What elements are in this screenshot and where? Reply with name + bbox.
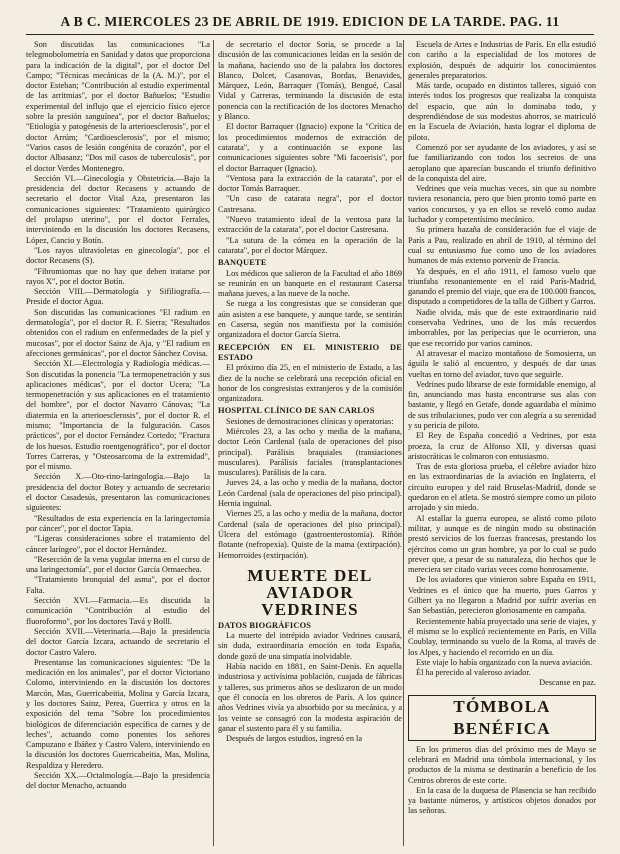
paragraph: En la casa de la duquesa de Plasencia se han recibido ya bastante números, y artísticos objetos donados por las señoras. [408, 785, 596, 816]
paragraph: "Un caso de catarata negra", por el doctor Castresana. [218, 194, 402, 214]
paragraph: "Ligeras consideraciones sobre el tratamiento del cáncer laríngeo", por el doctor Hernández. [26, 534, 210, 554]
paragraph: El doctor Barraquer (Ignacio) expone la "Crítica de los procedimientos modernos de extracción de catarata", y a continuación se expone las comunicaciones siguientes sobre "Mi facoerisis", por el doctor Barraquer (Ignacio). [218, 122, 402, 173]
paragraph: Al atravesar el macizo montañoso de Somosierra, un águila le salió al encuentro, y después de dar unas vueltas en torno del aviador, tuvo que seguirle. [408, 348, 596, 379]
paragraph: Este viaje lo había organizado con la nueva aviación. [416, 657, 593, 667]
article-title-tombola: TÓMBOLA BENÉFICA [408, 695, 596, 741]
column-3 [408, 40, 596, 846]
paragraph: "Tratamiento bronquial del asma", por el doctor Falta. [26, 575, 210, 595]
paragraph: Al estallar la guerra europea, se alistó como piloto militar, y aunque es de ningún modo su obstinación prestó servicios de los fuerzas francesas, prestando los ejércitos como un gran hombre, ya por lo cual se pudo prever que, a pesar de su naturaleza, dio hechos que le mereciera ser citado varias veces como honrosamente. [408, 513, 596, 575]
page-header: A B C. MIERCOLES 23 DE ABRIL DE 1919. EDICION DE LA TARDE. PAG. 11 [60, 14, 560, 29]
column-1 [26, 40, 210, 846]
paragraph: El próximo día 25, en el ministerio de Estado, a las diez de la noche se celebrará una recepción oficial en honor de los congresistas extranjeros y de la comisión organizadora. [218, 363, 402, 404]
column-divider [213, 40, 214, 846]
paragraph: Sección XX.—Octalmología.—Bajo la presidencia del doctor Menacho, actuando [26, 771, 210, 791]
paragraph: Después de largos estudios, ingresó en la [226, 734, 363, 744]
paragraph: de secretario el doctor Soria, se procede a la discusión de las comunicaciones leídas en la sesión de la mañana, haciendo uso de la palabra los doctores Blanco, Dolcet, Casanovas, Bordas, Benavides, Márquez, León, Barraquer (Tomás), Bengué, Casal Vidal y Carreras, terminando la discusión de esta ponencia con la rectificación de los doctores Menacho y Blanco. [218, 40, 402, 122]
paragraph: "Fibromiomas que no hay que deben tratarse por rayos X", por el doctor Botín. [26, 266, 210, 286]
paragraph: Él ha perecido al valeroso aviador. [416, 668, 531, 678]
paragraph: Sección VI.—Ginecología y Obstetricia.—Bajo la presidencia del doctor Recasens y actuando de secretario el doctor Vital Aza, presentaron las comunicaciones siguientes: "Tratamiento quirúrgico del prolapso uterino", por el doctor Ferrales, interviniendo en la discusión los doctores Recasens, López, Cancio y Botín. [26, 173, 210, 245]
article-title-vedrines: MUERTE DEL AVIADOR VEDRINES [247, 565, 373, 619]
paragraph: Son discutidas las comunicaciones "La telegmobolometría en Sanidad y datos que proporciona para la indicación de la digital", por el doctor Del Campo; "Técnicas mecánicas de la (A. M.)", por el doctor Esteban; "Contribución al estudio experimental de las arritmias", por el doctor Bañuelos; "Estudio experimental del influjo que el ejercicio físico ejerce sobre la presión sanguínea", por el doctor Bañuelos; "Etiología y patogénesis de la arterioesclerosis", por el doctor Arrúm; "Cardioesclerosis", por el mismo; "Varios casos de lesión congénita de corazón", por el doctor Albasanz; "Dos mil casos de tuberculosis", por el doctor Verdes Montenegro. [26, 40, 210, 173]
paragraph: "Los rayos ultravioletas en ginecología", por el doctor Recasens (S). [26, 245, 210, 266]
paragraph: En los primeros días del próximo mes de Mayo se celebrará en Madrid una tómbola internacional, y los productos de la misma se destinarán a beneficio de los Centros obreros de este corte. [408, 744, 596, 785]
paragraph: La muerte del intrépido aviador Vedrines causará, sin duda, extraordinaria emoción en toda España, donde gozó de una simpatía inolvidable. [218, 631, 402, 661]
paragraph: Había nacido en 1881, en Saint-Denis. En aquella industriosa y activísima población, cuajada de fábricas y talleres, sus primeros años se deslizaron de un modo que él conocía en los obreros de París. A los quince años Vedrines vivía ya absorbido por su mecánica, y a los veinte se consagró con la modesta aspiración de ganar el sustento para él y su familia. [218, 662, 402, 733]
paragraph: "Ventosa para la extracción de la catarata", por el doctor Tomás Barraquer. [218, 173, 402, 194]
paragraph: Sección XVII.—Veterinaria.—Bajo la presidencia del doctor García Izcara, actuando de secretario el doctor Castro Valero. [26, 626, 210, 657]
paragraph: Vedrines pudo librarse de este formidable enemigo, al fin, anunciando mas hasta encontrarse sus alas con bastante, y llegó en Getafe, donde aguardaba el mínimo de sus tribulaciones, pudo ver con alegría a su serenidad y su pericia de piloto. [408, 379, 596, 430]
header-rule [26, 34, 594, 35]
paragraph: Ya después, en el año 1911, el famoso vuelo que triunfaba resonantemente en el raid París-Madrid, ganando el premio del viaje, que era de 100.000 francos, disputado a competidores de la talla de Gilbert y Garros. [408, 266, 596, 307]
paragraph: De los aviadores que vinieron sobre España en 1911, Vedrines es el único que ha muerto, pues Garros y Gilbert ya no llegaron a Madrid por sufrir averías en San Sebastián, perecieron gloriosamente en campaña. [408, 575, 596, 616]
section-heading-banquete: BANQUETE [218, 258, 267, 268]
paragraph: Sección VIII.—Dermatología y Sifiliografía.—Preside el doctor Agua. [26, 287, 210, 307]
paragraph: Sección XI.—Electrología y Radiología médicas.—Son discutidas la ponencia "La termopenetración y sus aplicaciones médicas", por el doctor Ucera; "La termopenetración y sus aplicaciones en el tratamiento del hombre", por el doctor Navarro Cánovas; "La diatermia en la arterioesclerosis", por el doctor R. el mismo; "Importancia de la fulguración. Casos prácticos", por el doctor Fernández Cortedo; "Fractura de los huesos. Estudio roentgenográfico", por el doctor Torres Carreras, y "Osteosarcoma de la extremidad", por el mismo. [26, 359, 210, 472]
paragraph: "Nuevo tratamiento ideal de la ventosa para la extracción de la catarata", por el doctor Castresana. [218, 215, 402, 235]
column-divider [403, 40, 404, 846]
article-subtitle: DATOS BIOGRÁFICOS [218, 620, 312, 630]
paragraph: Los médicos que salieron de la Facultad el año 1869 se reunirán en un banquete en el restaurant Casersa mañana jueves, a las nueve de la noche. [218, 268, 402, 299]
paragraph: Sección XVI.—Farmacia.—Es discutida la comunicación "Contribución al estudio del fluoroformo", por los doctores Tavá y Bolll. [26, 596, 210, 626]
paragraph: Son discutidas las comunicaciones "El radium en dermatología", por el doctor R. F. Sierra; "Resultados obtenidos con el radium en enfermedades de la piel y mucosas", por el doctor Sainz de Aja, y "El radium en afecciones germánicas", por el doctor Sánchez Covisa. [26, 307, 210, 358]
paragraph: "Resección de la vena yugular interna en el curso de una laringectomía", por el doctor García Ormaechea. [26, 554, 210, 575]
paragraph: "Resultados de esta experiencia en la laringectomía por cáncer", por el doctor Tapia. [26, 513, 210, 533]
closing-line: Descanse en paz. [539, 678, 596, 688]
paragraph: "La sutura de la córnea en la operación de la catarata", por el doctor Márquez. [218, 235, 402, 255]
paragraph: Comenzó por ser ayudante de los aviadores, y así se fue familiarizando con todos los secretos de una aeroplano que aparecían buscando el triunfo definitivo de la conquista del aire. [408, 142, 596, 183]
paragraph: Tras de esta gloriosa prueba, el célebre aviador hizo en las extraordinarias de la aviación en Inglaterra, el circuito europeo y del raid Bruselas-Madrid, donde se quedaron en el atleta. Se mostró siempre como un piloto arrojado y sin miedo. [408, 462, 596, 513]
column-2 [218, 40, 402, 846]
paragraph: El Rey de España concedió a Vedrines, por esta proeza, la cruz de Alfonso XII, y diversas quasi aristocráticas le colmaron con entusiasmo. [408, 431, 596, 461]
paragraph: Su primera hazaña de consideración fue el viaje de París a Pau, realizado en abril de 1910, al término del cual su entusiasmo fue como uno de los aviadores humanos de más extenso porvenir de Francia. [408, 225, 596, 266]
paragraph: Más tarde, ocupado en distintos talleres, siguió con interés todos los progresos que realizaba la conquista del espacio, que aún lo dominaba todo, y desprendiéndose de sus modestos ahorros, se matriculó en la Escuela de Aviación, hasta lograr el diploma de piloto. [408, 81, 596, 142]
paragraph: Sección X.—Oto-rino-laringología.—Bajo la presidencia del doctor Botey y actuando de secretario el doctor Casadesús, presentaron las comunicaciones siguientes: [26, 472, 210, 513]
paragraph: Se ruega a los congresistas que se consideran que aún asisten a ese banquete, y aunque tarde, se sentirán en Casersa, según nos manifiesta por la comisión organizadora el doctor García Sierra. [218, 299, 402, 340]
paragraph: Viernes 25, a las ocho y media de la mañana, doctor Cardenal (sala de operaciones del piso principal). Úlcera del estómago (gastroenterostomía). Riñón flotante (nefropexia). Quiste de la mama (extirpación). Hemorroides (extirpación). [218, 509, 402, 560]
paragraph: Sesiones de demostraciones clínicas y operatorias: [226, 416, 394, 426]
paragraph: Jueves 24, a las ocho y media de la mañana, doctor León Cardenal (sala de operaciones del piso principal). Hernia inguinal. [218, 478, 402, 509]
section-heading-recepcion: RECEPCIÓN EN EL MINISTERIO DE ESTADO [218, 342, 402, 362]
paragraph: Miércoles 23, a las ocho y media de la mañana, doctor León Cardenal (sala de operaciones del piso principal). Parálisis braquiales (transiaciones musculares). Parálisis faciales (transplantaciones musculares). Parálisis de la cara. [218, 426, 402, 478]
paragraph: Vedrines que veía muchas veces, sin que su nombre tuviera resonancia, pero que bien pronto tomó parte en varios concursos, y ya en ellos se reveló como audaz luchador y competentísimo mecánico. [408, 184, 596, 225]
paragraph: Recientemente había proyectado una serie de viajes, y él mismo se lo explicó recientemente en París, en Villa Coublay, terminando su vuelo de la Roma, al través de los Alpes, y haciendo el recorrido en un día. [408, 616, 596, 657]
paragraph: Presentanse las comunicaciones siguientes: "De la medicación en los animales", por el doctor Victoriano Colomo, interviniendo en la discusión los doctores Marcón, Mas, Guerricabeitia, Molina y García Izcara, y los doctores Sainz, Perea, Guerrica y otros en la exposición del tema "Sobre los procedimientos biológicos de diferenciación específica de carnes y de leches", actuando como ponentes los señores Campuzano e Ibáñez y Castro Valero, interviniendo en la discusión los doctores Guerricabeitia, Mas, Molina, Respaldiza y Heredero. [26, 657, 210, 770]
section-heading-hospital: HOSPITAL CLÍNICO DE SAN CARLOS [218, 406, 375, 416]
paragraph: Escuela de Artes e Industrias de París. En ella estudió con cariño a la especialidad de los motores de explosión, después de adquirir los conocimientos generales preparatorios. [408, 40, 596, 80]
paragraph: Nadie olvida, más que de este extraordinario raid conservaba Vedrines, uno de los más recuerdos imborrables, por las peripecias que le ocurrieron, una que ese recorrido por varios caminos. [408, 307, 596, 348]
